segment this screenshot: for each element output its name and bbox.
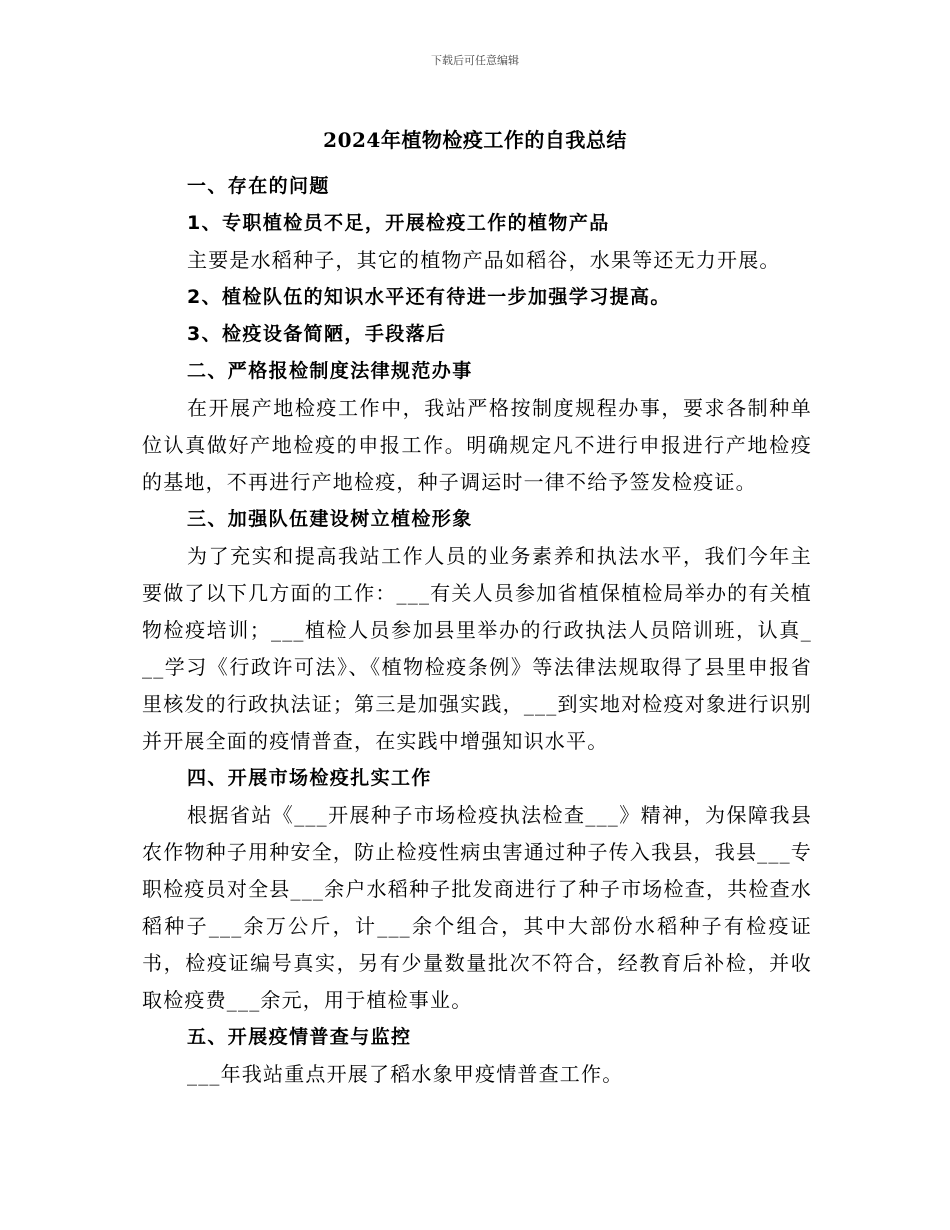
paragraph-4: 根据省站《___开展种子市场检疫执法检查___》精神，为保障我县农作物种子用种安全，防止检疫性病虫害通过种子传入我县，我县___专职检疫员对全县___余户水稻种子批发商进行了种子市场检查，共检查水稻种子___余万公斤，计___余个组合，其中大部份水稻种子有检疫证书，检疫证编号真实，另有少量数量批次不符合，经教育后补检，并收取检疫费___余元，用于植检事业。 <box>142 803 812 1012</box>
paragraph-5: ___年我站重点开展了稻水象甲疫情普查工作。 <box>187 1062 624 1086</box>
subheading-1: 1、专职植检员不足，开展检疫工作的植物产品 <box>187 212 610 234</box>
subheading-3: 3、检疫设备简陋，手段落后 <box>187 323 447 345</box>
subheading-2: 2、植检队伍的知识水平还有待进一步加强学习提高。 <box>187 286 671 308</box>
section-heading-4: 四、开展市场检疫扎实工作 <box>187 767 432 789</box>
page-header-note: 下载后可任意编辑 <box>431 54 519 67</box>
document-body <box>142 168 812 1093</box>
section-heading-5: 五、开展疫情普查与监控 <box>187 1026 412 1048</box>
paragraph-2: 在开展产地检疫工作中，我站严格按制度规程办事，要求各制种单位认真做好产地检疫的申报工作。明确规定凡不进行申报进行产地检疫的基地，不再进行产地检疫，种子调运时一律不给予签发检疫证。 <box>142 396 812 494</box>
paragraph-3: 为了充实和提高我站工作人员的业务素养和执法水平，我们今年主要做了以下几方面的工作：___有关人员参加省植保植检局举办的有关植物检疫培训；___植检人员参加县里举办的行政执法人员陪训班，认真___学习《行政许可法》、《植物检疫条例》等法律法规取得了县里申报省里核发的行政执法证；第三是加强实践，___到实地对检疫对象进行识别并开展全面的疫情普查，在实践中增强知识水平。 <box>142 544 812 753</box>
section-heading-1: 一、存在的问题 <box>187 175 330 197</box>
document-title: 2024年植物检疫工作的自我总结 <box>323 128 627 152</box>
section-heading-2: 二、严格报检制度法律规范办事 <box>187 360 473 382</box>
section-heading-3: 三、加强队伍建设树立植检形象 <box>187 508 473 530</box>
paragraph-1: 主要是水稻种子，其它的植物产品如稻谷，水果等还无力开展。 <box>187 248 781 272</box>
